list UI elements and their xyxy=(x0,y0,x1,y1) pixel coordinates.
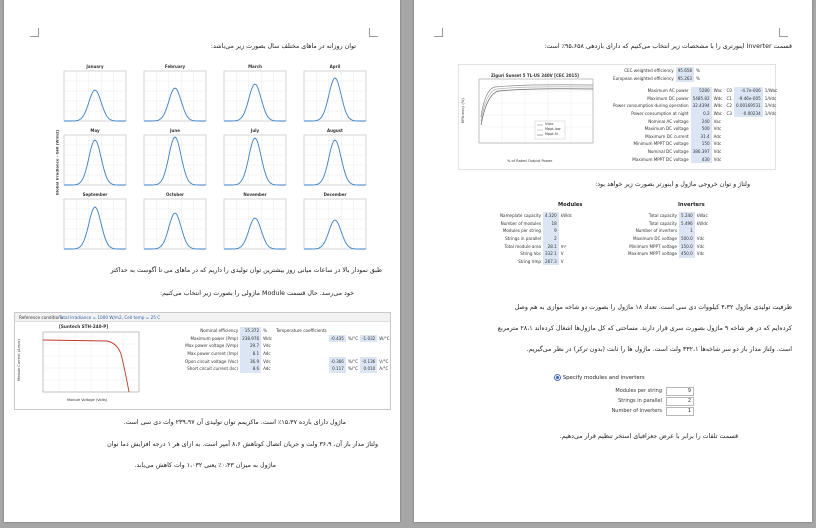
inverter-efficiency-chart xyxy=(465,77,597,157)
spec-label: Open circuit voltage (Voc) xyxy=(185,358,239,364)
temp-coefficient-abs-unit: V/°C xyxy=(379,358,389,364)
month-chart-october xyxy=(142,192,208,250)
inverter-summary-value: 5.496 xyxy=(681,220,693,226)
coefficient-unit xyxy=(763,133,780,141)
left-para-3-line1: ولتاژ مدار باز آن، ۳۶،۹ ولت و جریان اتصال کوتاهش ۸،۶ آمپر است. به ازای هر ۱ درجه افزایش دما توان xyxy=(107,441,378,448)
coefficient-value: -9.46e-005 xyxy=(734,95,763,103)
spec-label: Max power voltage (Vmp) xyxy=(185,343,239,349)
module-panel xyxy=(14,312,391,410)
inverter-summary-row xyxy=(626,235,710,243)
inverter-summary-value: 150.0 xyxy=(681,243,693,249)
inverter-spec-value: 240 xyxy=(691,117,712,125)
coefficient-name xyxy=(725,140,734,148)
month-irradiance-plot xyxy=(222,198,288,250)
monthly-chart-y-label: Global Irradiance - GHI (W/m2) xyxy=(54,129,60,196)
module-summary-unit xyxy=(559,220,574,228)
month-chart-july xyxy=(222,128,288,186)
month-chart-title: October xyxy=(166,192,184,197)
coefficient-value: -4.7e-006 xyxy=(734,87,763,95)
inverter-spec-unit: Vac xyxy=(713,118,721,124)
config-input-cell xyxy=(664,386,696,396)
module-summary-label: String Vmp xyxy=(518,258,542,264)
module-summary-unit: kWdc xyxy=(560,213,573,219)
coefficient-name xyxy=(725,117,734,125)
config-row xyxy=(560,386,696,396)
month-irradiance-plot xyxy=(222,70,288,122)
spec-label: Short circuit current (Isc) xyxy=(187,366,239,372)
temp-coefficient-label xyxy=(274,357,329,365)
inverter-spec-row xyxy=(611,95,779,103)
month-irradiance-plot xyxy=(62,134,128,186)
coefficient-unit: 1/Vdc xyxy=(764,95,777,101)
inverter-summary-row xyxy=(626,242,710,250)
inverters-section-title: Inverters xyxy=(678,202,705,208)
inverter-panel xyxy=(458,64,776,170)
module-reference-bar xyxy=(15,313,390,322)
config-label: Number of inverters xyxy=(611,408,662,414)
module-summary-value: 18 xyxy=(543,220,559,228)
inverter-spec-unit: Wdc xyxy=(713,95,723,101)
inverter-spec-unit: Vdc xyxy=(713,126,722,132)
temp-coefficient-abs: -0.136 xyxy=(362,358,376,364)
spec-label: Nominal efficiency xyxy=(200,328,239,334)
month-irradiance-plot xyxy=(302,134,368,186)
month-irradiance-plot xyxy=(302,198,368,250)
temp-coefficient-abs xyxy=(360,350,377,358)
coefficient-unit: 1/Vdc xyxy=(764,103,777,109)
module-summary-label: Number of modules xyxy=(500,220,542,226)
inverter-efficiency-row xyxy=(611,75,702,83)
module-area-value: 28.1 xyxy=(543,242,559,250)
inverter-summary-label: Maximum DC voltage xyxy=(632,236,678,242)
module-spec-row xyxy=(183,342,392,350)
inverter-spec-value: 430 xyxy=(691,155,712,163)
temp-coefficient-pct-unit xyxy=(346,350,360,358)
month-irradiance-plot xyxy=(142,198,208,250)
module-summary-label: Nameplate capacity xyxy=(500,213,542,219)
inverter-spec-value: 32.4394 xyxy=(692,103,710,109)
month-irradiance-plot xyxy=(302,70,368,122)
inverter-summary-row xyxy=(626,227,710,235)
month-chart-title: February xyxy=(164,64,186,69)
efficiency-value: 95.263 xyxy=(677,75,693,81)
spec-unit: Vdc xyxy=(263,358,271,364)
module-spec-row xyxy=(183,350,392,358)
left-heading: توان روزانه در ماهای مختلف سال بصورت زیر می‌باشد: xyxy=(210,43,356,50)
inverter-spec-label: Maximum AC power xyxy=(647,88,689,94)
inverter-spec-value: 31.4 xyxy=(691,133,712,141)
temp-coefficient-abs-unit xyxy=(377,350,391,358)
module-summary-label: Modules per string xyxy=(502,228,542,234)
spec-value: 15.372 xyxy=(240,327,261,335)
coefficient-unit: 1/Wac xyxy=(764,88,778,94)
coefficient-unit: 1/Vdc xyxy=(764,111,777,117)
inverter-summary-unit xyxy=(695,227,710,235)
module-summary-value: 332.1 xyxy=(545,251,557,257)
temp-coefficient-pct-unit: %/°C xyxy=(347,366,359,372)
inverter-summary-unit: kWac xyxy=(696,213,708,219)
inverter-spec-value: 5280 xyxy=(691,87,712,95)
month-chart-title: September xyxy=(82,192,108,197)
month-chart-may xyxy=(62,128,128,186)
month-chart-december xyxy=(302,192,368,250)
inverter-summary-value: 450.0 xyxy=(681,251,693,257)
temp-coefficient-label xyxy=(274,365,329,373)
month-chart-title: July xyxy=(250,128,260,133)
coefficient-value xyxy=(734,133,763,141)
right-para-2-line1: ظرفیت تولیدی ماژول ۴،۳۲ کیلووات دی سی است. تعداد ۱۸ ماژول را بصورت دو شاخه موازی به هم وصل xyxy=(514,304,792,311)
inverter-summary-row xyxy=(626,212,710,220)
module-iv-curve-chart xyxy=(25,330,145,404)
temp-coefficient-pct: -0.435 xyxy=(330,335,344,341)
month-chart-january xyxy=(62,64,128,122)
inverter-summary-label: Number of inverters xyxy=(635,228,678,234)
spec-value: 8.1 xyxy=(240,350,261,358)
inverter-summary-unit: kWdc xyxy=(696,220,709,226)
inverter-spec-row xyxy=(611,117,779,125)
right-heading: قسمت Inverter اینورتری را با مشخصات زیر انتخاب می‌کنیم که دارای بازدهی ۹۵،۶۵۸٪ است: xyxy=(544,43,792,50)
spec-label: Maximum power (Pmp) xyxy=(190,335,239,341)
inverter-spec-value: 150 xyxy=(691,140,712,148)
month-chart-september xyxy=(62,192,128,250)
inverter-spec-value: 5485.82 xyxy=(692,95,710,101)
inverter-spec-row xyxy=(611,148,779,156)
inverter-summary-label: Total capacity xyxy=(648,213,678,219)
efficiency-value: 95.658 xyxy=(677,68,693,74)
inverter-spec-unit: Wac xyxy=(713,111,723,117)
temp-coefficient-label xyxy=(274,350,329,358)
modules-section-title: Modules xyxy=(558,202,583,208)
coefficient-unit xyxy=(763,125,780,133)
config-input-cell xyxy=(664,396,696,406)
module-spec-row xyxy=(183,327,392,335)
month-irradiance-plot xyxy=(62,198,128,250)
module-spec-row xyxy=(183,335,392,343)
month-irradiance-plot xyxy=(142,70,208,122)
module-summary-unit xyxy=(559,235,574,243)
document-page-left xyxy=(4,0,400,522)
module-summary-label: Strings in parallel xyxy=(505,236,542,242)
coefficient-name: C0 xyxy=(726,88,732,94)
temp-coefficient-pct xyxy=(329,342,346,350)
inverter-legend xyxy=(545,122,561,137)
inverter-spec-unit: Wdc xyxy=(713,103,723,109)
efficiency-label: CEC weighted efficiency xyxy=(624,68,674,74)
inverter-chart-title: Ziguri Sunset 5 TL-US 240V [CEC 2015] xyxy=(491,73,579,78)
coefficient-unit xyxy=(763,148,780,156)
coefficient-name: C3 xyxy=(726,111,732,117)
month-chart-title: May xyxy=(90,128,100,133)
coefficient-name: C1 xyxy=(726,95,732,101)
left-para-2: ماژول دارای بازده ۱۵،۳۷٪ است. ماکزیمم توان تولیدی آن ۲۳۹،۹۷ وات دی سی است. xyxy=(123,419,346,426)
temp-coefficient-abs: -1.032 xyxy=(362,335,376,341)
temp-coefficient-label xyxy=(274,335,329,343)
coefficient-value xyxy=(734,155,763,163)
spec-unit: Vdc xyxy=(263,343,271,349)
inverter-summary-label: Minimum MPPT voltage xyxy=(629,243,678,249)
margin-corner-mark xyxy=(779,28,788,37)
month-chart-title: August xyxy=(327,128,343,133)
month-chart-august xyxy=(302,128,368,186)
temp-coefficient-pct-unit xyxy=(346,327,360,335)
module-summary-value: 2 xyxy=(543,235,559,243)
inverter-spec-row xyxy=(611,87,779,95)
document-page-right xyxy=(414,0,812,522)
left-para-1-line1: طبق نمودار بالا در ساعات میانی روز بیشترین توان تولیدی را داریم که در ماهای می تا آگوست به حداکثر xyxy=(110,267,382,274)
module-summary-unit: V xyxy=(560,251,564,257)
right-para-2-line3: است. ولتاژ مدار باز دو سر شاخه‌ها ۳۳۲،۱ ولت است. ماژول ها را ثابت (بدون ترکر) در نظر می‌گیریم. xyxy=(526,346,792,353)
module-summary-label: String Voc xyxy=(520,251,542,257)
inverter-spec-row xyxy=(611,125,779,133)
inverter-spec-label: Maximum DC voltage xyxy=(644,126,689,132)
coefficient-name xyxy=(725,133,734,141)
module-area-unit: m² xyxy=(560,243,567,249)
efficiency-label: European weighted efficiency xyxy=(613,75,674,81)
inverter-spec-label: Nominal DC voltage xyxy=(647,149,689,155)
inverter-spec-unit: Vdc xyxy=(713,156,722,162)
temp-coefficient-pct-unit: %/°C xyxy=(347,358,359,364)
specify-option-radio[interactable] xyxy=(554,374,561,381)
inverter-summary-value: 500.0 xyxy=(681,236,693,242)
inverter-summary-value: 5.240 xyxy=(681,213,693,219)
module-summary-row xyxy=(498,220,574,228)
month-chart-title: March xyxy=(248,64,262,69)
inverter-summary-label: Total capacity xyxy=(648,220,678,226)
left-para-1-line2: خود می‌رسد. حال قسمت Module ماژولی را بصورت زیر انتخاب می‌کنیم: xyxy=(159,290,354,297)
month-chart-november xyxy=(222,192,288,250)
month-chart-april xyxy=(302,64,368,122)
module-summary-row xyxy=(498,250,574,258)
inverter-spec-row xyxy=(611,102,779,110)
coefficient-name xyxy=(725,155,734,163)
module-model-title: [Suntech STH-240-P] xyxy=(59,324,109,329)
config-number-input[interactable]: 9 xyxy=(666,387,694,396)
inverter-spec-label: Power consumption during operation xyxy=(613,103,689,109)
inverter-spec-label: Maximum DC power xyxy=(647,95,689,101)
month-irradiance-plot xyxy=(222,134,288,186)
reference-label: Reference conditions xyxy=(19,314,63,320)
specify-option-label: Specify modules and inverters xyxy=(562,375,645,381)
config-label: Strings in parallel xyxy=(618,398,662,404)
inverter-summary-unit: Vdc xyxy=(696,243,705,249)
module-summary-row xyxy=(498,212,574,220)
module-x-axis-label: Module Voltage (Volts) xyxy=(67,398,108,402)
module-summary-value: 9 xyxy=(543,227,559,235)
module-summary-row xyxy=(498,258,574,266)
inverter-spec-row xyxy=(611,140,779,148)
efficiency-unit: % xyxy=(696,75,700,81)
config-input-cell xyxy=(664,406,696,416)
inverter-spec-unit: Vdc xyxy=(713,141,722,147)
module-y-axis-label: Module Current (Amps) xyxy=(17,339,21,381)
coefficient-value: -0.00234 xyxy=(734,110,763,118)
month-chart-title: April xyxy=(329,64,341,69)
coefficient-unit xyxy=(763,155,780,163)
coefficient-value xyxy=(734,148,763,156)
inverter-spec-value: 500 xyxy=(691,125,712,133)
coefficient-value xyxy=(734,117,763,125)
module-area-label: Total module area xyxy=(504,243,542,249)
month-irradiance-plot xyxy=(62,70,128,122)
coefficient-unit xyxy=(763,117,780,125)
inverters-summary-table xyxy=(626,212,710,258)
temp-coefficient-pct-unit xyxy=(346,342,360,350)
spec-unit: Adc xyxy=(263,366,271,372)
right-para-1: ولتاژ و توان خروجی ماژول و اینورتر بصورت زیر خواهد بود: xyxy=(595,181,750,188)
right-para-2-line2: کرده‌ایم که در هر شاخه ۹ ماژول بصورت سری قرار دارند. مساحتی که کل ماژول‌ها اشغال کرده‌اند ۲۸،۱ مترمربع xyxy=(497,325,792,332)
inverter-summary-label: Maximum MPPT voltage xyxy=(628,251,678,257)
coefficient-name xyxy=(725,148,734,156)
module-spec-table xyxy=(183,327,392,373)
spec-value: 29.7 xyxy=(240,342,261,350)
module-summary-unit: V xyxy=(560,258,564,264)
coefficient-value xyxy=(734,140,763,148)
temp-coefficient-abs-unit: A/°C xyxy=(379,366,389,372)
inverter-spec-unit: Wac xyxy=(713,88,723,94)
margin-corner-mark xyxy=(434,28,443,37)
coefficient-unit xyxy=(763,140,780,148)
efficiency-unit: % xyxy=(696,68,700,74)
spec-label: Max power current (Imp) xyxy=(187,351,239,357)
inverter-spec-label: Minimum MPPT DC voltage xyxy=(633,141,689,147)
coefficient-value xyxy=(734,125,763,133)
config-label: Modules per string xyxy=(615,388,662,394)
inverter-spec-table xyxy=(611,87,779,163)
module-area-row xyxy=(498,242,574,250)
margin-corner-mark xyxy=(369,28,378,37)
inverter-spec-value: 386.397 xyxy=(692,149,710,155)
spec-unit: Wdc xyxy=(263,335,272,341)
margin-corner-mark xyxy=(30,28,39,37)
config-number-input[interactable]: 1 xyxy=(666,407,694,416)
right-para-3: قسمت تلفات را برابر با عرض جغرافیای استخر تنظیم قرار می‌دهیم. xyxy=(559,433,738,440)
monthly-irradiance-charts xyxy=(54,64,370,254)
inverter-spec-unit: Adc xyxy=(713,133,722,139)
inverter-spec-label: Maximum MPPT DC voltage xyxy=(632,156,689,162)
module-summary-value: 4.320 xyxy=(545,213,557,219)
temp-coefficient-label: Temperature coefficients xyxy=(275,328,327,334)
inverter-spec-unit: Vdc xyxy=(713,149,722,155)
temp-coefficient-pct xyxy=(329,350,346,358)
month-chart-title: January xyxy=(86,64,104,69)
system-sizing-summary xyxy=(498,202,738,290)
temp-coefficient-pct: -0.366 xyxy=(330,358,344,364)
coefficient-name: C2 xyxy=(726,103,732,109)
spec-unit: % xyxy=(263,328,267,334)
month-chart-june xyxy=(142,128,208,186)
inverter-x-axis-label: % of Rated Output Power xyxy=(507,159,553,163)
temp-coefficient-pct xyxy=(329,327,346,335)
inverter-spec-label: Maximum DC current xyxy=(645,133,689,139)
module-spec-row xyxy=(183,365,392,373)
temp-coefficient-pct: 0.117 xyxy=(329,365,346,373)
coefficient-name xyxy=(725,125,734,133)
spec-value: 36.9 xyxy=(240,357,261,365)
inverter-spec-row xyxy=(611,110,779,118)
modules-summary-table xyxy=(498,212,574,265)
module-spec-row xyxy=(183,357,392,365)
month-chart-february xyxy=(142,64,208,122)
month-chart-title: June xyxy=(170,128,180,133)
inverter-efficiency-row xyxy=(611,67,702,75)
inverter-spec-label: Power consumption at night xyxy=(631,111,689,117)
config-row xyxy=(560,396,696,406)
inverter-spec-value: 0.2 xyxy=(691,110,712,118)
module-summary-row xyxy=(498,227,574,235)
legend-vdco: Vdco xyxy=(545,122,554,126)
month-irradiance-plot xyxy=(142,134,208,186)
inverter-spec-label: Nominal AC voltage xyxy=(648,118,689,124)
temp-coefficient-abs xyxy=(360,327,377,335)
spec-value: 238.976 xyxy=(242,335,260,341)
temp-coefficient-abs: 0.010 xyxy=(360,365,377,373)
month-chart-title: November xyxy=(243,192,267,197)
inverter-efficiency-table xyxy=(611,67,702,82)
module-summary-value: 267.3 xyxy=(545,258,557,264)
reference-value: Total Irradiance = 1000 W/m2, Cell temp = 25 C xyxy=(59,314,161,320)
month-chart-title: December xyxy=(323,192,347,197)
legend-mppt-low: Mppt-low xyxy=(545,127,561,131)
inverter-summary-value: 1 xyxy=(679,227,695,235)
legend-mppt-hi: Mppt-hi xyxy=(545,132,558,136)
temp-coefficient-abs xyxy=(360,342,377,350)
temp-coefficient-abs-unit xyxy=(377,327,391,335)
left-para-3-line2: ماژول به میزان ۰،۴۳٪ یعنی ۱،۰۳۲ وات کاهش می‌یابد. xyxy=(134,462,276,469)
inverter-spec-row xyxy=(611,155,779,163)
config-row xyxy=(560,406,696,416)
inverter-summary-row xyxy=(626,250,710,258)
module-summary-unit xyxy=(559,227,574,235)
temp-coefficient-abs-unit xyxy=(377,342,391,350)
spec-unit: Adc xyxy=(263,351,271,357)
temp-coefficient-label xyxy=(274,342,329,350)
spec-value: 8.6 xyxy=(240,365,261,373)
inverter-summary-unit: Vdc xyxy=(696,236,705,242)
specify-option-row[interactable] xyxy=(554,374,714,384)
module-summary-row xyxy=(498,235,574,243)
coefficient-value: 0.00169531 xyxy=(735,103,761,109)
string-config-table xyxy=(560,386,696,416)
temp-coefficient-pct-unit: %/°C xyxy=(347,335,359,341)
temp-coefficient-abs-unit: W/°C xyxy=(379,335,390,341)
inverter-summary-unit: Vdc xyxy=(696,251,705,257)
config-number-input[interactable]: 2 xyxy=(666,397,694,406)
month-chart-march xyxy=(222,64,288,122)
inverter-spec-row xyxy=(611,133,779,141)
inverter-y-axis-label: Efficiency (%) xyxy=(461,98,465,123)
inverter-summary-row xyxy=(626,220,710,228)
